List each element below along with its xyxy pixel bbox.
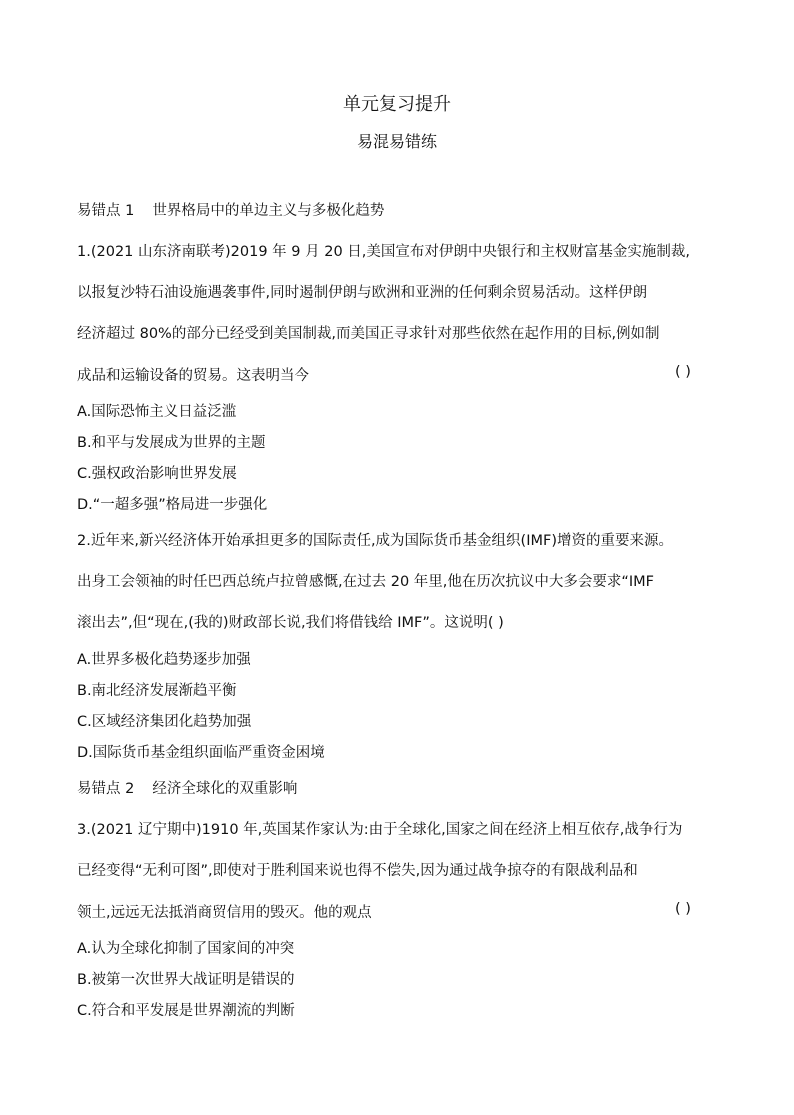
option-c: C.符合和平发展是世界潮流的判断 (77, 1003, 295, 1019)
question-line: 1.(2021 山东济南联考)2019 年 9 月 20 日,美国宣布对伊朗中央银行和主权财富基金实施制裁, (77, 244, 690, 260)
question-line: 经济超过 80%的部分已经受到美国制裁,而美国正寻求针对那些依然在起作用的目标,例如制 (77, 326, 660, 342)
option-c: C.强权政治影响世界发展 (77, 466, 237, 482)
option-b: B.和平与发展成为世界的主题 (77, 435, 266, 451)
section-label: 易错点 1 (77, 203, 135, 219)
question-line: 成品和运输设备的贸易。这表明当今 (77, 368, 309, 384)
question-line: 滚出去”,但“现在,(我的)财政部长说,我们将借钱给 IMF”。这说明( ) (77, 615, 504, 631)
section-heading-2 (77, 777, 297, 798)
page-title: 单元复习提升 (343, 94, 451, 115)
section-text: 经济全球化的双重影响 (152, 781, 298, 797)
question-line: 出身工会领袖的时任巴西总统卢拉曾感慨,在过去 20 年里,他在历次抗议中大多会要求“IMF (77, 574, 655, 590)
section-heading-1 (77, 199, 384, 220)
answer-blank: ( ) (675, 364, 691, 380)
section-label: 易错点 2 (77, 781, 135, 797)
option-a: A.认为全球化抑制了国家间的冲突 (77, 941, 295, 957)
option-b: B.南北经济发展渐趋平衡 (77, 683, 237, 699)
question-line: 领土,远远无法抵消商贸信用的毁灭。他的观点 (77, 905, 372, 921)
option-b: B.被第一次世界大战证明是错误的 (77, 972, 295, 988)
question-line: 以报复沙特石油设施遇袭事件,同时遏制伊朗与欧洲和亚洲的任何剩余贸易活动。这样伊朗 (77, 285, 648, 301)
answer-blank: ( ) (675, 901, 691, 917)
option-d: D.国际货币基金组织面临严重资金困境 (77, 745, 325, 761)
option-d: D.“一超多强”格局进一步强化 (77, 497, 268, 513)
question-line: 已经变得“无利可图”,即使对于胜利国来说也得不偿失,因为通过战争掠夺的有限战利品和 (77, 863, 638, 879)
page-subtitle: 易混易错练 (356, 132, 437, 151)
question-line: 2.近年来,新兴经济体开始承担更多的国际责任,成为国际货币基金组织(IMF)增资的重要来源。 (77, 533, 673, 549)
option-a: A.世界多极化趋势逐步加强 (77, 652, 251, 668)
section-text: 世界格局中的单边主义与多极化趋势 (152, 203, 385, 219)
option-a: A.国际恐怖主义日益泛滥 (77, 404, 237, 420)
question-line: 3.(2021 辽宁期中)1910 年,英国某作家认为:由于全球化,国家之间在经济上相互依存,战争行为 (77, 822, 683, 838)
option-c: C.区域经济集团化趋势加强 (77, 714, 252, 730)
